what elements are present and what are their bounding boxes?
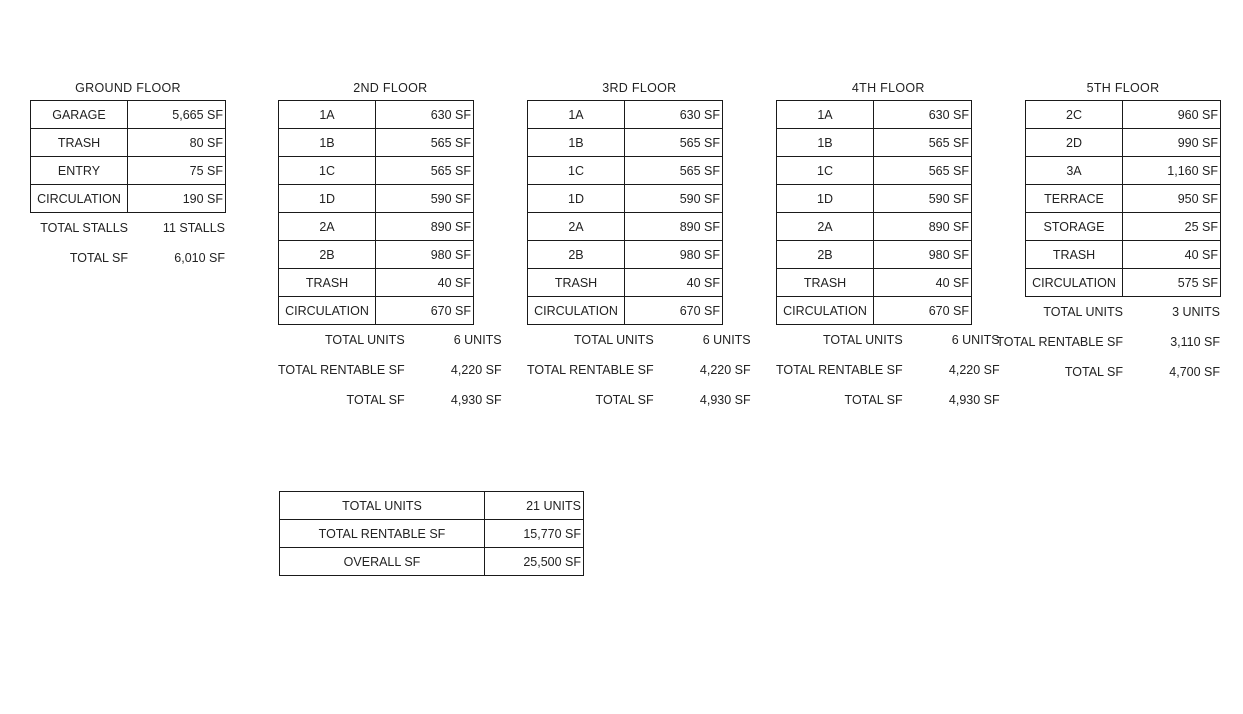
totals-table <box>279 491 584 576</box>
floor-title: 5TH FLOOR <box>1086 81 1160 95</box>
space-area: 565 SF <box>625 129 723 157</box>
floor-5th <box>996 80 1221 387</box>
floor-summary <box>278 325 503 415</box>
summary-label: TOTAL UNITS <box>325 333 405 347</box>
space-name: 1C <box>777 157 874 185</box>
table-row <box>528 269 723 297</box>
table-row <box>1026 101 1221 129</box>
space-name: CIRCULATION <box>31 185 128 213</box>
space-area: 630 SF <box>874 101 972 129</box>
floor-table <box>527 100 723 325</box>
summary-value: 4,700 SF <box>1169 365 1220 379</box>
space-area: 670 SF <box>874 297 972 325</box>
space-area: 980 SF <box>874 241 972 269</box>
space-name: TRASH <box>279 269 376 297</box>
space-name: CIRCULATION <box>1026 269 1123 297</box>
summary-row <box>527 355 752 385</box>
table-row <box>279 157 474 185</box>
summary-row <box>995 357 1221 387</box>
space-area: 990 SF <box>1123 129 1221 157</box>
summary-label: TOTAL SF <box>346 393 405 407</box>
floor-table <box>30 100 226 213</box>
space-name: ENTRY <box>31 157 128 185</box>
floor-title: 2ND FLOOR <box>353 81 428 95</box>
floor-title: GROUND FLOOR <box>75 81 181 95</box>
table-row <box>1026 185 1221 213</box>
table-row <box>528 241 723 269</box>
summary-row <box>278 385 503 415</box>
space-name: 1D <box>528 185 625 213</box>
space-name: 2D <box>1026 129 1123 157</box>
floor-title: 4TH FLOOR <box>851 81 925 95</box>
summary-value: 4,930 SF <box>699 393 751 407</box>
space-area: 565 SF <box>874 129 972 157</box>
space-name: GARAGE <box>31 101 128 129</box>
space-area: 670 SF <box>625 297 723 325</box>
space-name: 2B <box>777 241 874 269</box>
table-row <box>279 185 474 213</box>
summary-row <box>776 385 1001 415</box>
summary-value: 4,930 SF <box>948 393 1000 407</box>
space-area: 630 SF <box>376 101 474 129</box>
table-row <box>528 101 723 129</box>
summary-label: TOTAL UNITS <box>574 333 654 347</box>
totals-value: 15,770 SF <box>485 520 584 548</box>
space-area: 5,665 SF <box>128 101 226 129</box>
space-area: 40 SF <box>376 269 474 297</box>
space-name: 2C <box>1026 101 1123 129</box>
space-area: 190 SF <box>128 185 226 213</box>
table-row <box>280 548 584 576</box>
table-row <box>279 297 474 325</box>
table-row <box>528 213 723 241</box>
space-name: 1C <box>528 157 625 185</box>
summary-label: TOTAL RENTABLE SF <box>776 363 903 377</box>
table-row <box>1026 157 1221 185</box>
summary-row <box>776 355 1001 385</box>
space-name: 1A <box>777 101 874 129</box>
space-name: TRASH <box>528 269 625 297</box>
summary-value: 4,930 SF <box>450 393 502 407</box>
space-name: CIRCULATION <box>528 297 625 325</box>
space-name: 2A <box>528 213 625 241</box>
floor-3rd <box>527 80 752 415</box>
space-name: 3A <box>1026 157 1123 185</box>
space-area: 590 SF <box>376 185 474 213</box>
summary-label: TOTAL SF <box>595 393 654 407</box>
space-name: STORAGE <box>1026 213 1123 241</box>
space-area: 565 SF <box>625 157 723 185</box>
space-name: 2A <box>279 213 376 241</box>
space-name: 1C <box>279 157 376 185</box>
space-area: 565 SF <box>376 129 474 157</box>
summary-label: TOTAL SF <box>1064 365 1123 379</box>
space-area: 1,160 SF <box>1123 157 1221 185</box>
summary-label: TOTAL RENTABLE SF <box>278 363 405 377</box>
space-area: 980 SF <box>625 241 723 269</box>
summary-label: TOTAL UNITS <box>1043 305 1123 319</box>
floor-table <box>1025 100 1221 297</box>
table-row <box>1026 269 1221 297</box>
space-area: 40 SF <box>874 269 972 297</box>
table-row <box>280 520 584 548</box>
floor-table <box>278 100 474 325</box>
table-row <box>777 213 972 241</box>
summary-value: 11 STALLS <box>162 221 225 235</box>
space-area: 565 SF <box>874 157 972 185</box>
space-name: TRASH <box>31 129 128 157</box>
space-area: 950 SF <box>1123 185 1221 213</box>
table-row <box>777 185 972 213</box>
space-name: 1B <box>279 129 376 157</box>
table-row <box>31 129 226 157</box>
space-name: 2B <box>528 241 625 269</box>
floor-title: 3RD FLOOR <box>602 81 677 95</box>
table-row <box>31 157 226 185</box>
floor-summary <box>995 297 1221 387</box>
overall-totals <box>279 491 584 576</box>
summary-row <box>30 243 226 273</box>
table-row <box>777 269 972 297</box>
floor-ground <box>30 80 226 273</box>
summary-value: 4,220 SF <box>948 363 1000 377</box>
table-row <box>279 129 474 157</box>
table-row <box>1026 129 1221 157</box>
space-name: TRASH <box>1026 241 1123 269</box>
table-row <box>1026 213 1221 241</box>
floor-summary <box>527 325 752 415</box>
summary-value: 3 UNITS <box>1172 305 1220 319</box>
space-area: 80 SF <box>128 129 226 157</box>
table-row <box>31 185 226 213</box>
space-area: 40 SF <box>625 269 723 297</box>
table-row <box>528 185 723 213</box>
summary-label: TOTAL SF <box>69 251 128 265</box>
summary-row <box>30 213 226 243</box>
floor-2nd <box>278 80 503 415</box>
space-name: TRASH <box>777 269 874 297</box>
table-row <box>777 129 972 157</box>
space-area: 890 SF <box>874 213 972 241</box>
summary-row <box>527 385 752 415</box>
table-row <box>279 241 474 269</box>
table-row <box>777 297 972 325</box>
space-area: 890 SF <box>376 213 474 241</box>
table-row <box>280 492 584 520</box>
space-name: 1B <box>777 129 874 157</box>
table-row <box>777 157 972 185</box>
table-row <box>31 101 226 129</box>
summary-value: 6 UNITS <box>453 333 502 347</box>
space-area: 960 SF <box>1123 101 1221 129</box>
summary-value: 6 UNITS <box>951 333 1000 347</box>
space-name: CIRCULATION <box>777 297 874 325</box>
summary-value: 4,220 SF <box>450 363 502 377</box>
summary-label: TOTAL RENTABLE SF <box>527 363 654 377</box>
table-row <box>528 157 723 185</box>
totals-value: 21 UNITS <box>485 492 584 520</box>
summary-row <box>995 327 1221 357</box>
table-row <box>777 241 972 269</box>
summary-row <box>527 325 752 355</box>
summary-label: TOTAL SF <box>844 393 903 407</box>
space-area: 75 SF <box>128 157 226 185</box>
table-row <box>279 213 474 241</box>
summary-label: TOTAL STALLS <box>40 221 128 235</box>
floor-4th <box>776 80 1001 415</box>
space-area: 590 SF <box>625 185 723 213</box>
floor-table <box>776 100 972 325</box>
summary-value: 3,110 SF <box>1170 335 1220 349</box>
space-area: 40 SF <box>1123 241 1221 269</box>
summary-row <box>278 355 503 385</box>
space-area: 25 SF <box>1123 213 1221 241</box>
summary-value: 4,220 SF <box>699 363 751 377</box>
totals-label: TOTAL RENTABLE SF <box>280 520 485 548</box>
table-row <box>777 101 972 129</box>
totals-label: TOTAL UNITS <box>280 492 485 520</box>
space-name: 1B <box>528 129 625 157</box>
space-area: 630 SF <box>625 101 723 129</box>
table-row <box>528 129 723 157</box>
space-area: 980 SF <box>376 241 474 269</box>
table-row <box>279 269 474 297</box>
summary-label: TOTAL UNITS <box>823 333 903 347</box>
space-area: 590 SF <box>874 185 972 213</box>
totals-value: 25,500 SF <box>485 548 584 576</box>
summary-row <box>278 325 503 355</box>
floor-summary <box>776 325 1001 415</box>
space-name: 2B <box>279 241 376 269</box>
table-row <box>528 297 723 325</box>
table-row <box>1026 241 1221 269</box>
space-name: 1D <box>279 185 376 213</box>
totals-label: OVERALL SF <box>280 548 485 576</box>
space-name: TERRACE <box>1026 185 1123 213</box>
space-name: 1A <box>528 101 625 129</box>
space-name: 2A <box>777 213 874 241</box>
space-name: 1A <box>279 101 376 129</box>
space-area: 565 SF <box>376 157 474 185</box>
summary-value: 6,010 SF <box>174 251 225 265</box>
summary-label: TOTAL RENTABLE SF <box>996 335 1123 349</box>
summary-row <box>995 297 1221 327</box>
space-name: 1D <box>777 185 874 213</box>
space-area: 670 SF <box>376 297 474 325</box>
space-name: CIRCULATION <box>279 297 376 325</box>
floor-summary <box>30 213 226 273</box>
space-area: 890 SF <box>625 213 723 241</box>
table-row <box>279 101 474 129</box>
space-area: 575 SF <box>1123 269 1221 297</box>
summary-value: 6 UNITS <box>702 333 751 347</box>
summary-row <box>776 325 1001 355</box>
